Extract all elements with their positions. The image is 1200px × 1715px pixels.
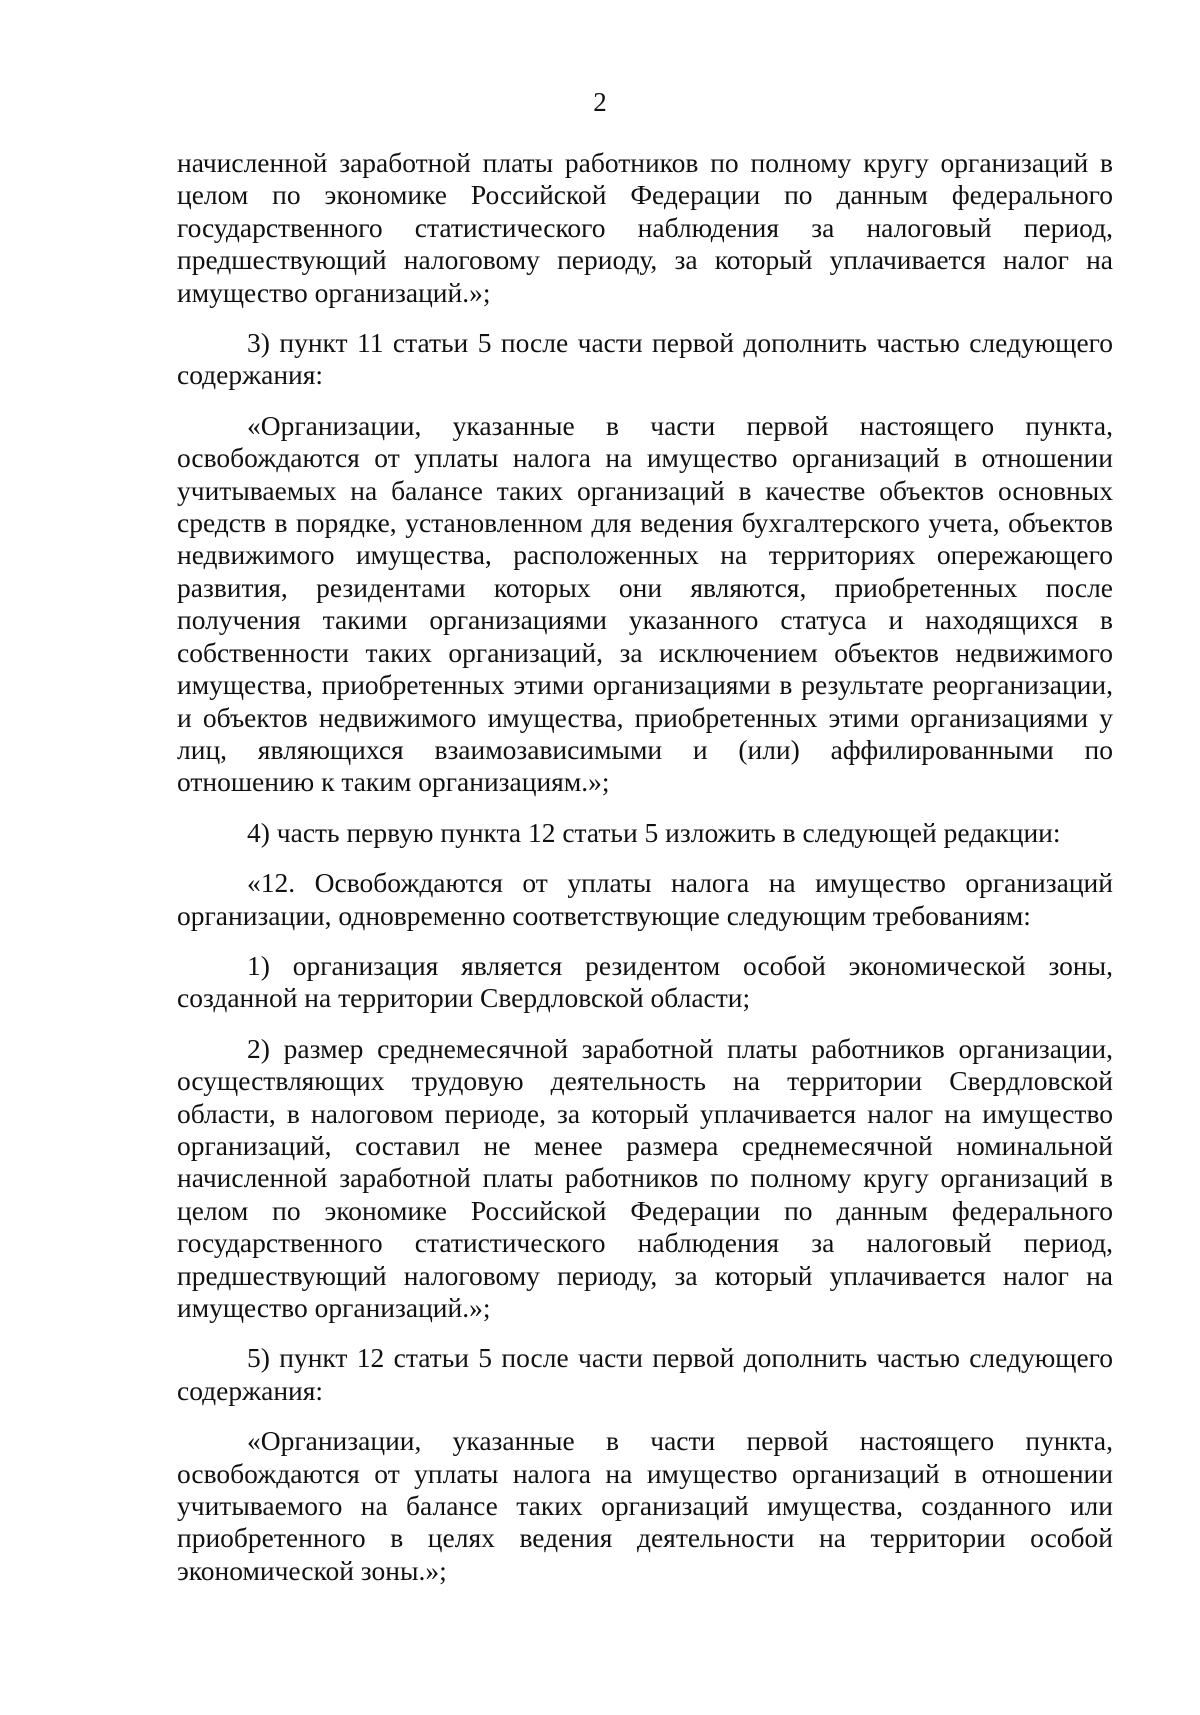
paragraph-quote-item-4: «12. Освобождаются от уплаты налога на имущество организаций организации, одновременно соответствующие следующим требованиям: bbox=[177, 867, 1113, 931]
paragraph-quote-item-5: «Организации, указанные в части первой настоящего пункта, освобождаются от уплаты налога на имущество организаций в отношении учитываемого на балансе таких организаций имущества, созданного или приобретенного в целях ведения деятельности на территории особой экономической зоны.»; bbox=[177, 1425, 1113, 1586]
paragraph-item-5: 5) пункт 12 статьи 5 после части первой дополнить частью следующего содержания: bbox=[177, 1342, 1113, 1406]
paragraph-quote-item-3: «Организации, указанные в части первой настоящего пункта, освобождаются от уплаты налога на имущество организаций в отношении учитываемых на балансе таких организаций в качестве объектов основных средств в порядке, установленном для ведения бухгалтерского учета, объектов недвижимого имущества, расположенных на территориях опережающего развития, резидентами которых они являются, приобретенных после получения такими организациями указанного статуса и находящихся в собственности таких организаций, за исключением объектов недвижимого имущества, приобретенных этими организациями в результате реорганизации, и объектов недвижимого имущества, приобретенных этими организациями у лиц, являющихся взаимозависимыми и (или) аффилированными по отношению к таким организациям.»; bbox=[177, 409, 1113, 798]
paragraph-requirement-1: 1) организация является резидентом особой экономической зоны, созданной на территории Свердловской области; bbox=[177, 949, 1113, 1014]
page-number: 2 bbox=[593, 87, 607, 117]
paragraph-item-4: 4) часть первую пункта 12 статьи 5 изложить в следующей редакции: bbox=[247, 816, 1061, 848]
document-body bbox=[177, 147, 1113, 1605]
paragraph-requirement-2: 2) размер среднемесячной заработной платы работников организации, осуществляющих трудовую деятельность на территории Свердловской области, в налоговом периоде, за который уплачивается налог на имущество организаций, составил не менее размера среднемесячной номинальной начисленной заработной платы работников по полному кругу организаций в целом по экономике Российской Федерации по данным федерального государственного статистического наблюдения за налоговый период, предшествующий налоговому периоду, за который уплачивается налог на имущество организаций.»; bbox=[177, 1032, 1113, 1323]
paragraph-item-3: 3) пункт 11 статьи 5 после части первой дополнить частью следующего содержания: bbox=[177, 327, 1113, 391]
paragraph-continuation: начисленной заработной платы работников по полному кругу организаций в целом по экономике Российской Федерации по данным федерального государственного статистического наблюдения за налоговый период, предшествующий налоговому периоду, за который уплачивается налог на имущество организаций.»; bbox=[177, 147, 1113, 308]
